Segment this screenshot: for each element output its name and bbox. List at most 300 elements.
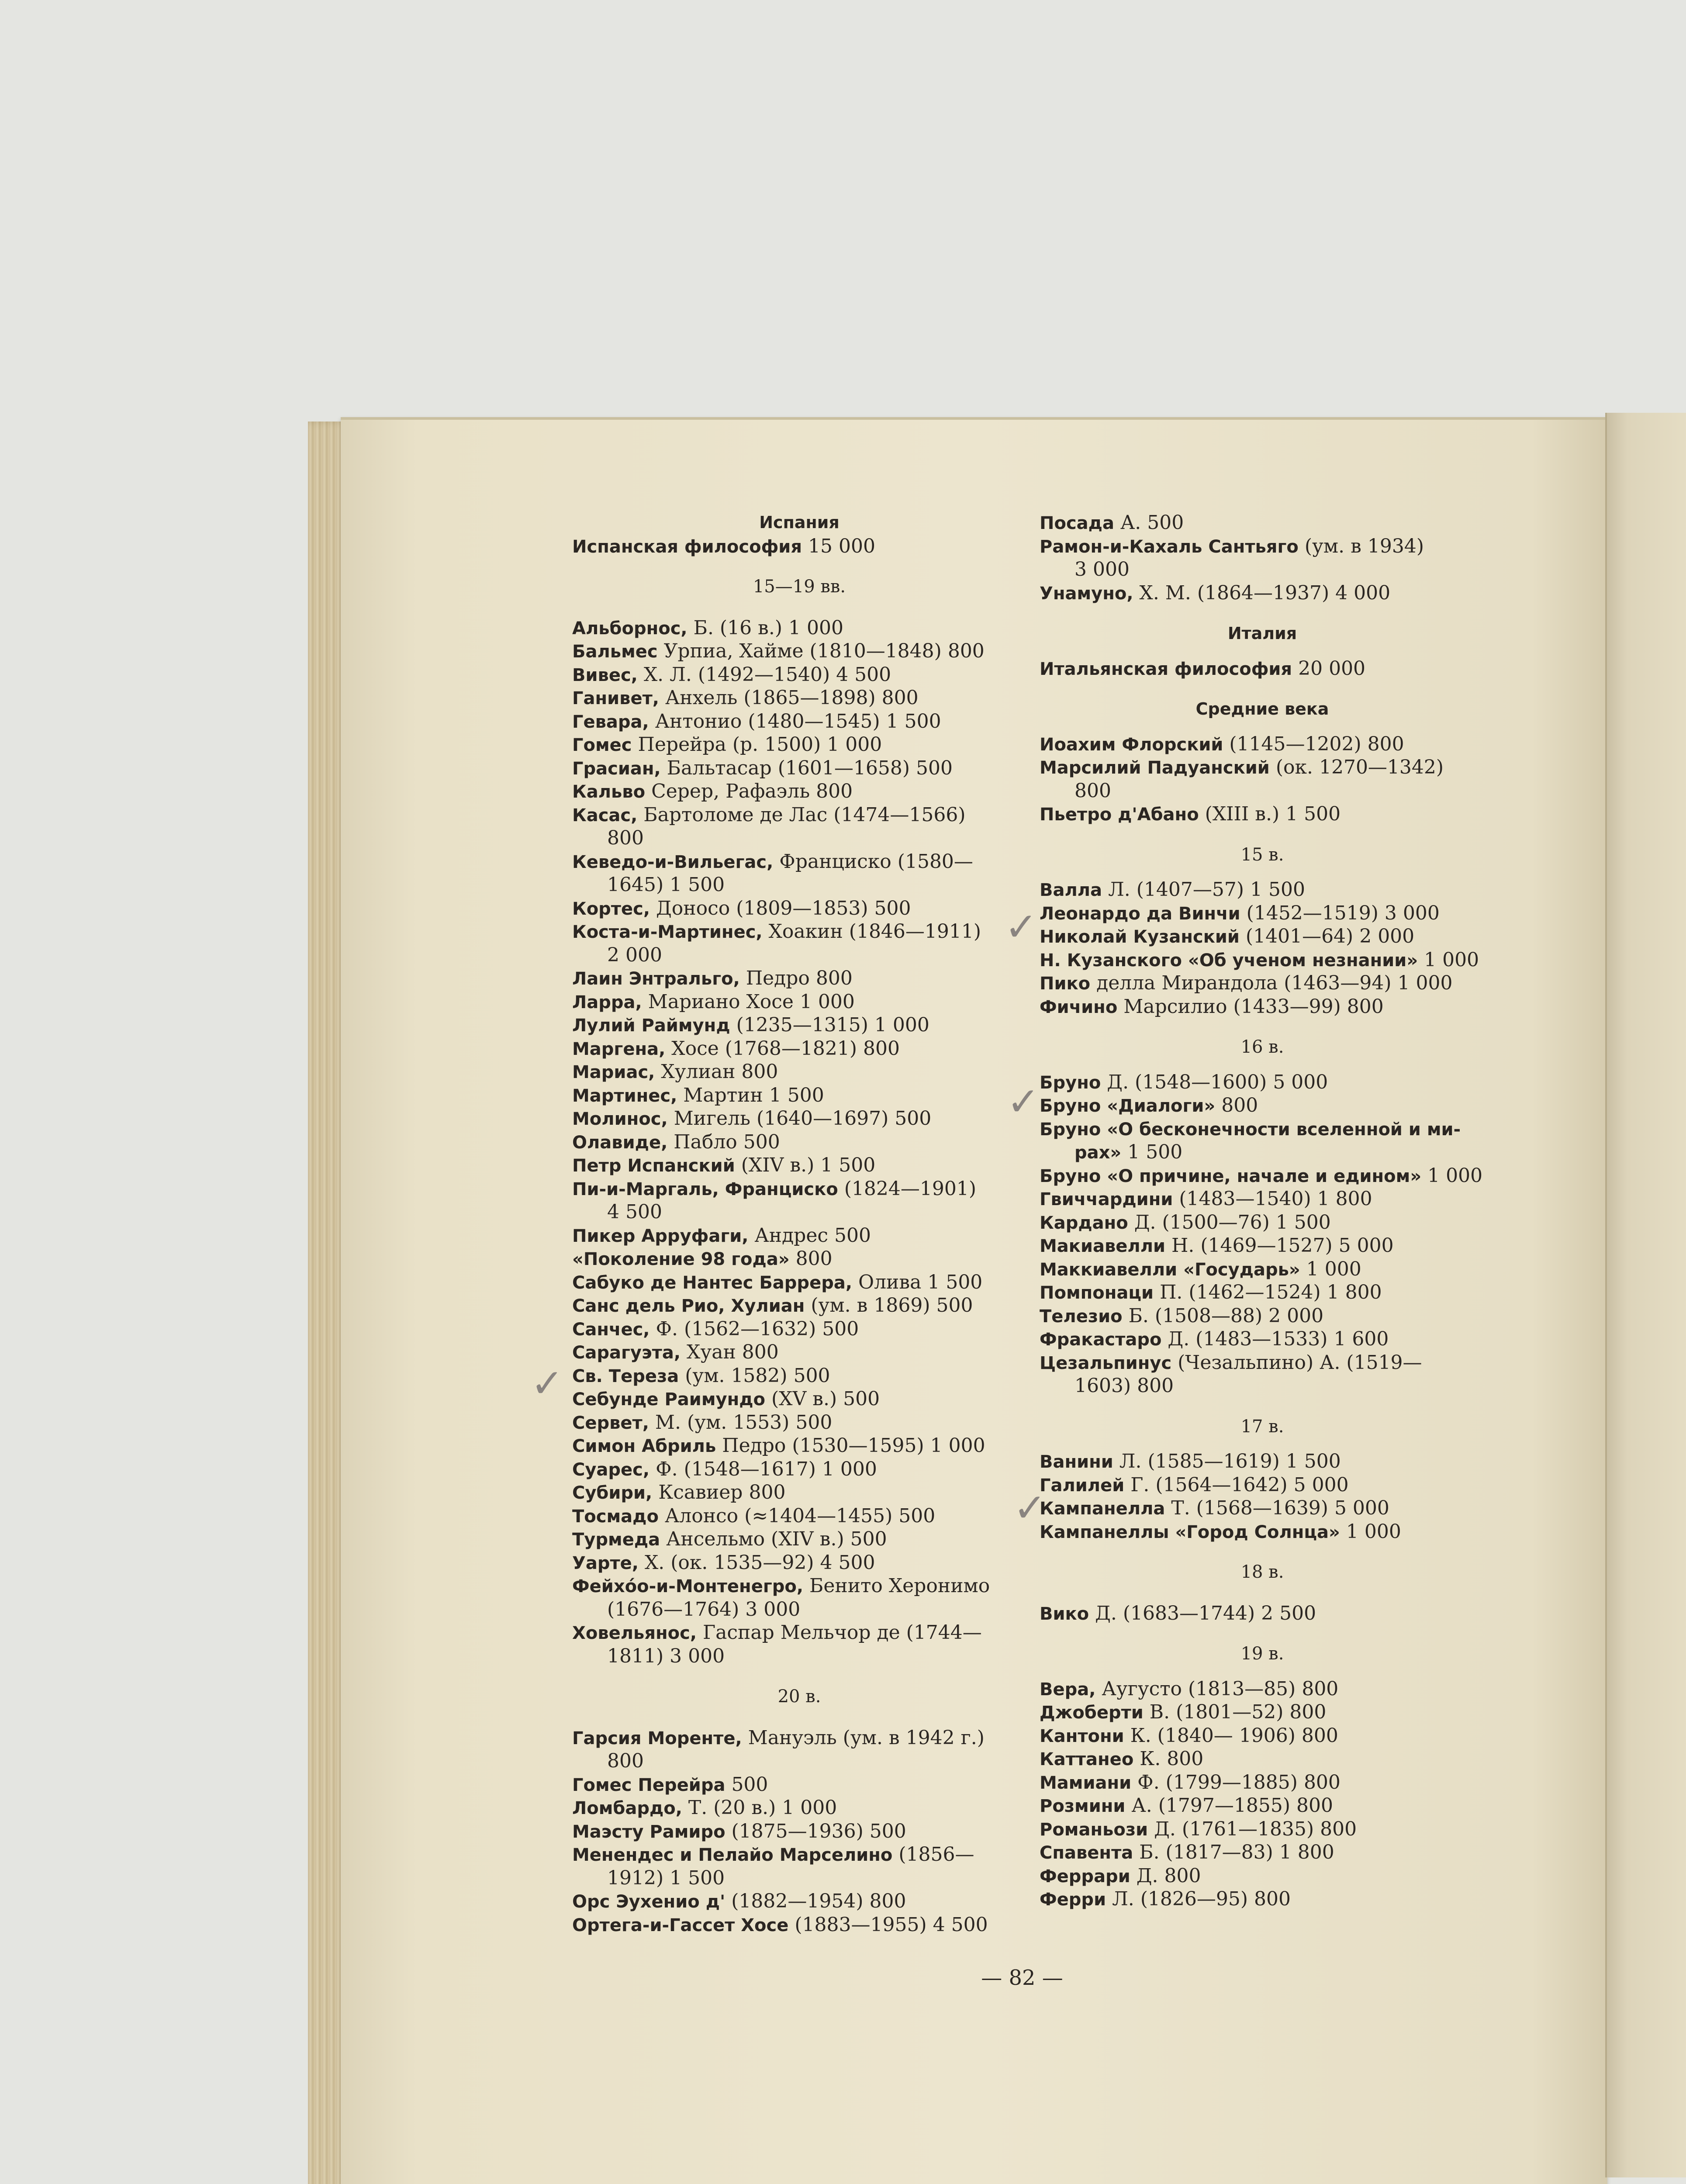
bibliography-entry: [572, 967, 1026, 990]
entry-details: (ум. 1582) 500: [679, 1364, 830, 1387]
entry-name: Суарес,: [572, 1459, 650, 1480]
bibliography-entry: [1040, 535, 1485, 558]
entry-name: Альборнос,: [572, 618, 688, 639]
entry-continuation: 1912) 1 500: [607, 1866, 725, 1889]
bibliography-entry: [1040, 1677, 1485, 1701]
period-heading: 19 в.: [1240, 1644, 1284, 1664]
entry-details: Н. (1469—1527) 5 000: [1165, 1234, 1394, 1257]
bibliography-entry: [572, 850, 1026, 874]
entry-details: Д. (1761—1835) 800: [1148, 1818, 1357, 1840]
spacer: [572, 1709, 1026, 1726]
right-column: [1040, 511, 1485, 1911]
entry-name: Бруно «Диалоги»: [1040, 1096, 1216, 1116]
entry-details: Мигель (1640—1697) 500: [667, 1107, 932, 1130]
entry-name: Лулий Раймунд: [572, 1016, 730, 1036]
entry-details: Ф. (1562—1632) 500: [650, 1317, 859, 1340]
entry-details: Урпиа, Хайме (1810—1848) 800: [657, 640, 985, 662]
bibliography-entry: [572, 1271, 1026, 1294]
entry-name: Ванини: [1040, 1452, 1113, 1472]
left-column: [572, 511, 1026, 1936]
bibliography-entry: [1040, 581, 1485, 605]
pencil-check-mark: ✓: [1005, 904, 1038, 950]
entry-details: Б. (16 в.) 1 000: [687, 616, 843, 639]
entry-details: 1 000: [1418, 948, 1479, 971]
entry-details: А. 500: [1114, 511, 1184, 534]
entry-name: Турмеда: [572, 1530, 660, 1550]
entry-details: Д. 800: [1130, 1864, 1201, 1887]
entry-name: Гевара,: [572, 712, 649, 732]
entry-name: Коста-и-Мартинес,: [572, 922, 763, 942]
entry-name: Унамуно,: [1040, 583, 1133, 604]
entry-details: Гаспар Мельчор де (1744—: [697, 1621, 982, 1644]
entry-continuation: 800: [607, 1750, 644, 1772]
entry-name: Иоахим Флорский: [1040, 734, 1223, 755]
bibliography-entry: [1040, 1747, 1485, 1771]
entry-name: Цезальпинус: [1040, 1353, 1172, 1373]
bibliography-entry: [572, 1224, 1026, 1248]
bibliography-entry: [572, 1387, 1026, 1411]
bibliography-entry: [1040, 1234, 1485, 1258]
period-heading: 20 в.: [777, 1686, 821, 1707]
entry-details: Серер, Рафаэль 800: [645, 780, 853, 802]
spacer: [1040, 1666, 1485, 1677]
entry-details: Б. (1817—83) 1 800: [1133, 1841, 1334, 1863]
entry-name: Фичино: [1040, 997, 1118, 1017]
bibliography-entry: [1040, 1140, 1485, 1164]
entry-details: Франциско (1580—: [773, 850, 973, 873]
entry-continuation: 1645) 1 500: [607, 874, 725, 896]
entry-name: Маргена,: [572, 1039, 666, 1059]
entry-name: Мамиани: [1040, 1773, 1132, 1793]
entry-name: Леонардо да Винчи: [1040, 903, 1240, 924]
entry-details: Х. М. (1864—1937) 4 000: [1133, 581, 1391, 604]
entry-name: Маэсту Рамиро: [572, 1821, 726, 1842]
bibliography-entry: [1040, 1281, 1485, 1304]
bibliography-entry: [1040, 1071, 1485, 1094]
entry-details: Олива 1 500: [852, 1271, 983, 1293]
entry-details: Л. (1407—57) 1 500: [1102, 878, 1305, 901]
bibliography-entry: [1040, 1864, 1485, 1888]
entry-details: А. (1797—1855) 800: [1125, 1794, 1333, 1817]
bibliography-entry: [1040, 948, 1485, 972]
entry-name: Феррари: [1040, 1866, 1130, 1887]
entry-name: Ломбардо,: [572, 1798, 682, 1818]
entry-name: Сарагуэта,: [572, 1343, 681, 1363]
period-heading: 18 в.: [1240, 1562, 1284, 1582]
entry-continuation: 800: [1074, 779, 1111, 802]
entry-name: Кардано: [1040, 1213, 1128, 1233]
entry-name: Посада: [1040, 513, 1114, 533]
entry-name: Лаин Энтральго,: [572, 969, 740, 989]
bibliography-entry: [1040, 1700, 1485, 1724]
entry-name: Мариас,: [572, 1062, 655, 1082]
entry-details: Ф. (1548—1617) 1 000: [650, 1458, 877, 1480]
bibliography-entry: [1040, 1450, 1485, 1473]
entry-details: Л. (1826—95) 800: [1106, 1888, 1291, 1910]
entry-details: (1824—1901): [838, 1177, 976, 1200]
entry-name: Симон Абриль: [572, 1436, 716, 1456]
bibliography-entry: [572, 1726, 1026, 1750]
bibliography-entry: [572, 1527, 1026, 1551]
entry-name: Себунде Раимундо: [572, 1389, 766, 1410]
entry-name: Пьетро д'Абано: [1040, 805, 1199, 825]
entry-name: Субири,: [572, 1483, 653, 1503]
entry-details: (1145—1202) 800: [1223, 733, 1404, 755]
bibliography-entry: [572, 1796, 1026, 1820]
entry-name: Вера,: [1040, 1679, 1096, 1700]
entry-details: Хоакин (1846—1911): [762, 920, 981, 943]
entry-name: Уарте,: [572, 1553, 639, 1573]
spacer: [1040, 721, 1485, 733]
bibliography-entry: [1040, 971, 1485, 995]
bibliography-entry: [1040, 995, 1485, 1019]
entry-continuation: 1603) 800: [1074, 1375, 1174, 1397]
entry-name: рах»: [1074, 1143, 1122, 1163]
bibliography-entry: [1040, 878, 1485, 902]
bibliography-entry: [1040, 756, 1485, 779]
entry-details: (XV в.) 500: [765, 1388, 880, 1410]
bibliography-entry: [1040, 1771, 1485, 1794]
entry-details: (1875—1936) 500: [725, 1820, 906, 1842]
entry-details: М. (ум. 1553) 500: [649, 1411, 833, 1434]
entry-name: Сервет,: [572, 1413, 649, 1433]
spacer: [1040, 867, 1485, 878]
entry-name: Ганивет,: [572, 688, 659, 708]
entry-details: Ксавиер 800: [652, 1481, 786, 1503]
spacer: [572, 1668, 1026, 1685]
entry-details: Т. (20 в.) 1 000: [682, 1797, 837, 1819]
entry-name: Итальянская философия: [1040, 659, 1292, 679]
spacer: [1040, 1398, 1485, 1415]
entry-details: 1 000: [1421, 1164, 1483, 1187]
entry-details: Бенито Херонимо: [803, 1575, 990, 1597]
bibliography-entry: [572, 710, 1026, 733]
bibliography-entry: [572, 1060, 1026, 1084]
entry-name: Вико: [1040, 1603, 1089, 1624]
entry-name: Петр Испанский: [572, 1156, 735, 1176]
entry-details: Хосе (1768—1821) 800: [665, 1037, 900, 1060]
entry-continuation: 800: [607, 827, 644, 849]
entry-details: Бальтасар (1601—1658) 500: [660, 757, 953, 779]
entry-details: (ок. 1270—1342): [1269, 756, 1444, 778]
bibliography-entry: [572, 990, 1026, 1014]
bibliography-entry: [572, 1317, 1026, 1341]
entry-name: Спавента: [1040, 1843, 1133, 1863]
bibliography-entry: [572, 639, 1026, 663]
bibliography-entry: [572, 1621, 1026, 1645]
entry-name: Гвиччардини: [1040, 1189, 1173, 1209]
entry-details: Антонио (1480—1545) 1 500: [649, 710, 941, 733]
entry-details: Доносо (1809—1853) 500: [650, 897, 911, 919]
entry-details: Педро (1530—1595) 1 000: [716, 1434, 985, 1457]
entry-name: Бруно: [1040, 1072, 1101, 1093]
bibliography-entry: [1040, 1794, 1485, 1818]
entry-name: Марсилий Падуанский: [1040, 758, 1270, 778]
entry-name: Сабуко де Нантес Баррера,: [572, 1272, 853, 1293]
spacer: [572, 599, 1026, 616]
bibliography-entry: [572, 920, 1026, 943]
entry-details: 1 500: [1121, 1141, 1183, 1163]
entry-name: Кампанеллы «Город Солнца»: [1040, 1522, 1340, 1542]
entry-name: Мартинес,: [572, 1085, 677, 1106]
entry-continuation: (1676—1764) 3 000: [607, 1598, 801, 1621]
section-heading: Испания: [759, 513, 840, 532]
bibliography-entry: [1040, 1496, 1485, 1520]
entry-details: (XIV в.) 1 500: [735, 1154, 876, 1176]
section-heading: Средние века: [1195, 699, 1329, 719]
bibliography-entry: [1040, 902, 1485, 925]
entry-name: Пико: [1040, 974, 1091, 994]
entry-name: Олавиде,: [572, 1132, 668, 1153]
entry-details: К. 800: [1133, 1748, 1204, 1770]
pencil-check-mark: ✓: [1013, 1485, 1047, 1531]
spacer: [1040, 1059, 1485, 1071]
entry-details: Мартин 1 500: [677, 1084, 824, 1106]
entry-name: Бруно «О причине, начале и едином»: [1040, 1166, 1422, 1186]
pencil-check-mark: ✓: [531, 1361, 564, 1406]
bibliography-entry: [1040, 1351, 1485, 1375]
spacer: [1040, 680, 1485, 698]
entry-details: 800: [1215, 1094, 1258, 1116]
bibliography-entry: [572, 733, 1026, 757]
entry-name: Фракастаро: [1040, 1330, 1162, 1350]
bibliography-entry: [572, 1481, 1026, 1504]
entry-details: Пабло 500: [667, 1130, 780, 1153]
entry-details: 500: [725, 1773, 768, 1796]
period-heading: 15—19 вв.: [753, 577, 846, 597]
entry-name: Кантони: [1040, 1726, 1124, 1746]
entry-details: П. (1462—1524) 1 800: [1154, 1281, 1382, 1303]
entry-details: (1856—: [892, 1843, 974, 1866]
entry-details: Анхель (1865—1898) 800: [659, 687, 919, 709]
entry-name: Вивес,: [572, 665, 638, 685]
entry-name: Гарсия Моренте,: [572, 1728, 742, 1749]
bibliography-entry: [572, 1084, 1026, 1107]
entry-continuation: 1811) 3 000: [607, 1645, 725, 1667]
entry-details: Д. (1500—76) 1 500: [1128, 1211, 1331, 1234]
entry-name: Гомес Перейра: [572, 1775, 726, 1795]
bibliography-entry: [572, 1890, 1026, 1913]
entry-details: Андрес 500: [748, 1224, 871, 1247]
entry-name: Ховельянос,: [572, 1623, 697, 1643]
entry-details: Мариано Хосе 1 000: [642, 990, 855, 1013]
entry-name: Ферри: [1040, 1890, 1106, 1910]
entry-details: Д. (1548—1600) 5 000: [1101, 1071, 1328, 1093]
entry-name: Ортега-и-Гассет Хосе: [572, 1915, 789, 1935]
spacer: [1040, 1584, 1485, 1602]
bibliography-entry: [572, 686, 1026, 710]
bibliography-entry: [1040, 657, 1485, 681]
entry-name: Орс Эухенио д': [572, 1892, 726, 1912]
bibliography-entry: [572, 616, 1026, 640]
entry-continuation: 3 000: [1074, 558, 1130, 581]
entry-details: (1235—1315) 1 000: [730, 1014, 929, 1036]
entry-name: Грасиан,: [572, 758, 661, 779]
bibliography-entry: [1040, 1602, 1485, 1625]
bibliography-entry: [572, 1820, 1026, 1843]
entry-name: Пикер Арруфаги,: [572, 1226, 749, 1246]
entry-continuation: 2 000: [607, 943, 662, 966]
entry-name: Телезио: [1040, 1306, 1123, 1327]
section-heading: Италия: [1227, 624, 1297, 643]
entry-name: Н. Кузанского «Об ученом незнании»: [1040, 950, 1418, 971]
entry-name: Маккиавелли «Государь»: [1040, 1259, 1300, 1280]
bibliography-entry: [572, 1574, 1026, 1598]
entry-name: Кортес,: [572, 898, 650, 919]
entry-name: Пи-и-Маргаль, Франциско: [572, 1179, 838, 1199]
entry-details: 15 000: [802, 535, 875, 557]
entry-name: Менендес и Пелайо Марселино: [572, 1845, 893, 1865]
entry-name: Санс дель Рио, Хулиан: [572, 1296, 805, 1316]
bibliography-entry: [572, 1458, 1026, 1481]
entry-details: Аугусто (1813—85) 800: [1095, 1677, 1339, 1700]
entry-details: Мануэль (ум. в 1942 г.): [742, 1726, 985, 1749]
entry-name: Кальво: [572, 782, 646, 802]
entry-details: (ум. в 1869) 500: [805, 1294, 973, 1317]
bibliography-entry: [1040, 1117, 1485, 1141]
bibliography-entry: [572, 1913, 1026, 1937]
entry-details: (ум. в 1934): [1298, 535, 1424, 557]
bibliography-entry: [572, 1364, 1026, 1388]
entry-name: Бальмес: [572, 642, 658, 662]
spacer: [1040, 826, 1485, 843]
entry-details: Б. (1508—88) 2 000: [1122, 1304, 1324, 1327]
bibliography-entry: [572, 1504, 1026, 1528]
bibliography-entry: [572, 780, 1026, 803]
entry-details: Д. (1683—1744) 2 500: [1089, 1602, 1316, 1624]
bibliography-entry: [572, 1411, 1026, 1434]
bibliography-entry: [572, 1434, 1026, 1458]
spacer: [1040, 1018, 1485, 1036]
entry-name: Галилей: [1040, 1475, 1125, 1496]
entry-details: (1401—64) 2 000: [1239, 925, 1415, 947]
bibliography-entry: [1040, 1164, 1485, 1188]
entry-continuation: 4 500: [607, 1201, 662, 1223]
entry-name: Кеведо-и-Вильегас,: [572, 852, 774, 872]
entry-name: Валла: [1040, 880, 1102, 900]
entry-name: Макиавелли: [1040, 1236, 1166, 1256]
entry-name: Кампанелла: [1040, 1499, 1165, 1519]
entry-name: Испанская философия: [572, 536, 802, 557]
bibliography-entry: [1040, 1304, 1485, 1328]
bibliography-entry: [572, 1294, 1026, 1317]
bibliography-entry: [1040, 802, 1485, 826]
period-heading: 16 в.: [1240, 1037, 1284, 1057]
entry-details: 1 000: [1300, 1258, 1361, 1280]
entry-name: Тосмадо: [572, 1506, 659, 1527]
pencil-check-mark: ✓: [1007, 1079, 1040, 1125]
spacer: [1040, 1438, 1485, 1450]
bibliography-entry: [572, 1154, 1026, 1177]
period-heading: 17 в.: [1240, 1416, 1284, 1437]
bibliography-entry: [1040, 1187, 1485, 1211]
bibliography-entry: [572, 1107, 1026, 1130]
entry-details: делла Мирандола (1463—94) 1 000: [1090, 972, 1453, 994]
bibliography-entry: [572, 1843, 1026, 1866]
spacer: [572, 558, 1026, 575]
bibliography-entry: [572, 1037, 1026, 1061]
entry-details: Г. (1564—1642) 5 000: [1124, 1473, 1349, 1496]
entry-details: Х. (ок. 1535—92) 4 500: [638, 1551, 875, 1574]
entry-name: Рамон-и-Кахаль Сантьяго: [1040, 536, 1299, 557]
entry-details: (1483—1540) 1 800: [1173, 1188, 1372, 1210]
entry-details: (1452—1519) 3 000: [1240, 902, 1440, 924]
entry-details: Ф. (1799—1885) 800: [1131, 1771, 1341, 1794]
entry-details: Хулиан 800: [655, 1061, 778, 1083]
entry-details: (XIII в.) 1 500: [1199, 803, 1341, 825]
entry-name: Санчес,: [572, 1319, 650, 1340]
bibliography-entry: [572, 1177, 1026, 1201]
entry-details: Алонсо (≈1404—1455) 500: [658, 1504, 936, 1527]
entry-name: Каттанео: [1040, 1749, 1134, 1769]
entry-name: Ларра,: [572, 992, 642, 1013]
bibliography-entry: [572, 535, 1026, 558]
entry-name: Романьози: [1040, 1819, 1148, 1840]
entry-name: Гомес: [572, 735, 632, 755]
bibliography-entry: [1040, 1473, 1485, 1497]
entry-details: Л. (1585—1619) 1 500: [1113, 1450, 1341, 1472]
bibliography-entry: [572, 803, 1026, 827]
entry-details: 800: [789, 1248, 833, 1270]
bibliography-entry: [572, 1341, 1026, 1364]
entry-details: Х. Л. (1492—1540) 4 500: [637, 663, 891, 686]
entry-details: (Чезальпино) А. (1519—: [1171, 1351, 1422, 1374]
bibliography-entry: [1040, 1724, 1485, 1748]
page-number: — 82 —: [981, 1966, 1063, 1990]
bibliography-entry: [1040, 733, 1485, 756]
bibliography-entry: [1040, 1841, 1485, 1864]
entry-details: Педро 800: [739, 967, 853, 989]
entry-details: Хуан 800: [681, 1341, 779, 1363]
bibliography-entry: [1040, 511, 1485, 535]
entry-name: Помпонаци: [1040, 1283, 1154, 1303]
bibliography-entry: [1040, 1887, 1485, 1911]
entry-name: Фейхо́о-и-Монтенегро,: [572, 1576, 804, 1597]
entry-name: Розмини: [1040, 1796, 1126, 1816]
bibliography-entry: [1040, 1211, 1485, 1234]
entry-details: (1883—1955) 4 500: [788, 1913, 988, 1936]
entry-name: Бруно «О бесконечности вселенной и ми-: [1040, 1119, 1461, 1140]
bibliography-entry: [572, 1247, 1026, 1271]
spacer: [1040, 646, 1485, 657]
entry-name: Касас,: [572, 805, 638, 826]
entry-details: 1 000: [1340, 1520, 1401, 1543]
bibliography-entry: [1040, 1094, 1485, 1117]
bibliography-entry: [1040, 1818, 1485, 1841]
facing-page-edge: [1605, 413, 1686, 2177]
entry-details: Бартоломе де Лас (1474—1566): [637, 803, 966, 826]
entry-name: Молинос,: [572, 1109, 668, 1129]
spacer: [1040, 605, 1485, 622]
entry-name: «Поколение 98 года»: [572, 1249, 790, 1269]
entry-details: Перейра (р. 1500) 1 000: [632, 733, 882, 756]
bibliography-entry: [572, 1130, 1026, 1154]
entry-name: Николай Кузанский: [1040, 927, 1240, 947]
spacer: [1040, 1625, 1485, 1642]
bibliography-entry: [572, 1773, 1026, 1797]
bibliography-entry: [572, 757, 1026, 780]
entry-name: Св. Тереза: [572, 1366, 679, 1386]
entry-details: 20 000: [1292, 657, 1366, 680]
bibliography-entry: [572, 1013, 1026, 1037]
bibliography-entry: [1040, 1258, 1485, 1281]
bibliography-entry: [572, 1551, 1026, 1575]
spacer: [1040, 1543, 1485, 1561]
bibliography-entry: [1040, 1327, 1485, 1351]
period-heading: 15 в.: [1240, 844, 1284, 865]
entry-details: Д. (1483—1533) 1 600: [1161, 1328, 1389, 1350]
bibliography-entry: [1040, 925, 1485, 948]
